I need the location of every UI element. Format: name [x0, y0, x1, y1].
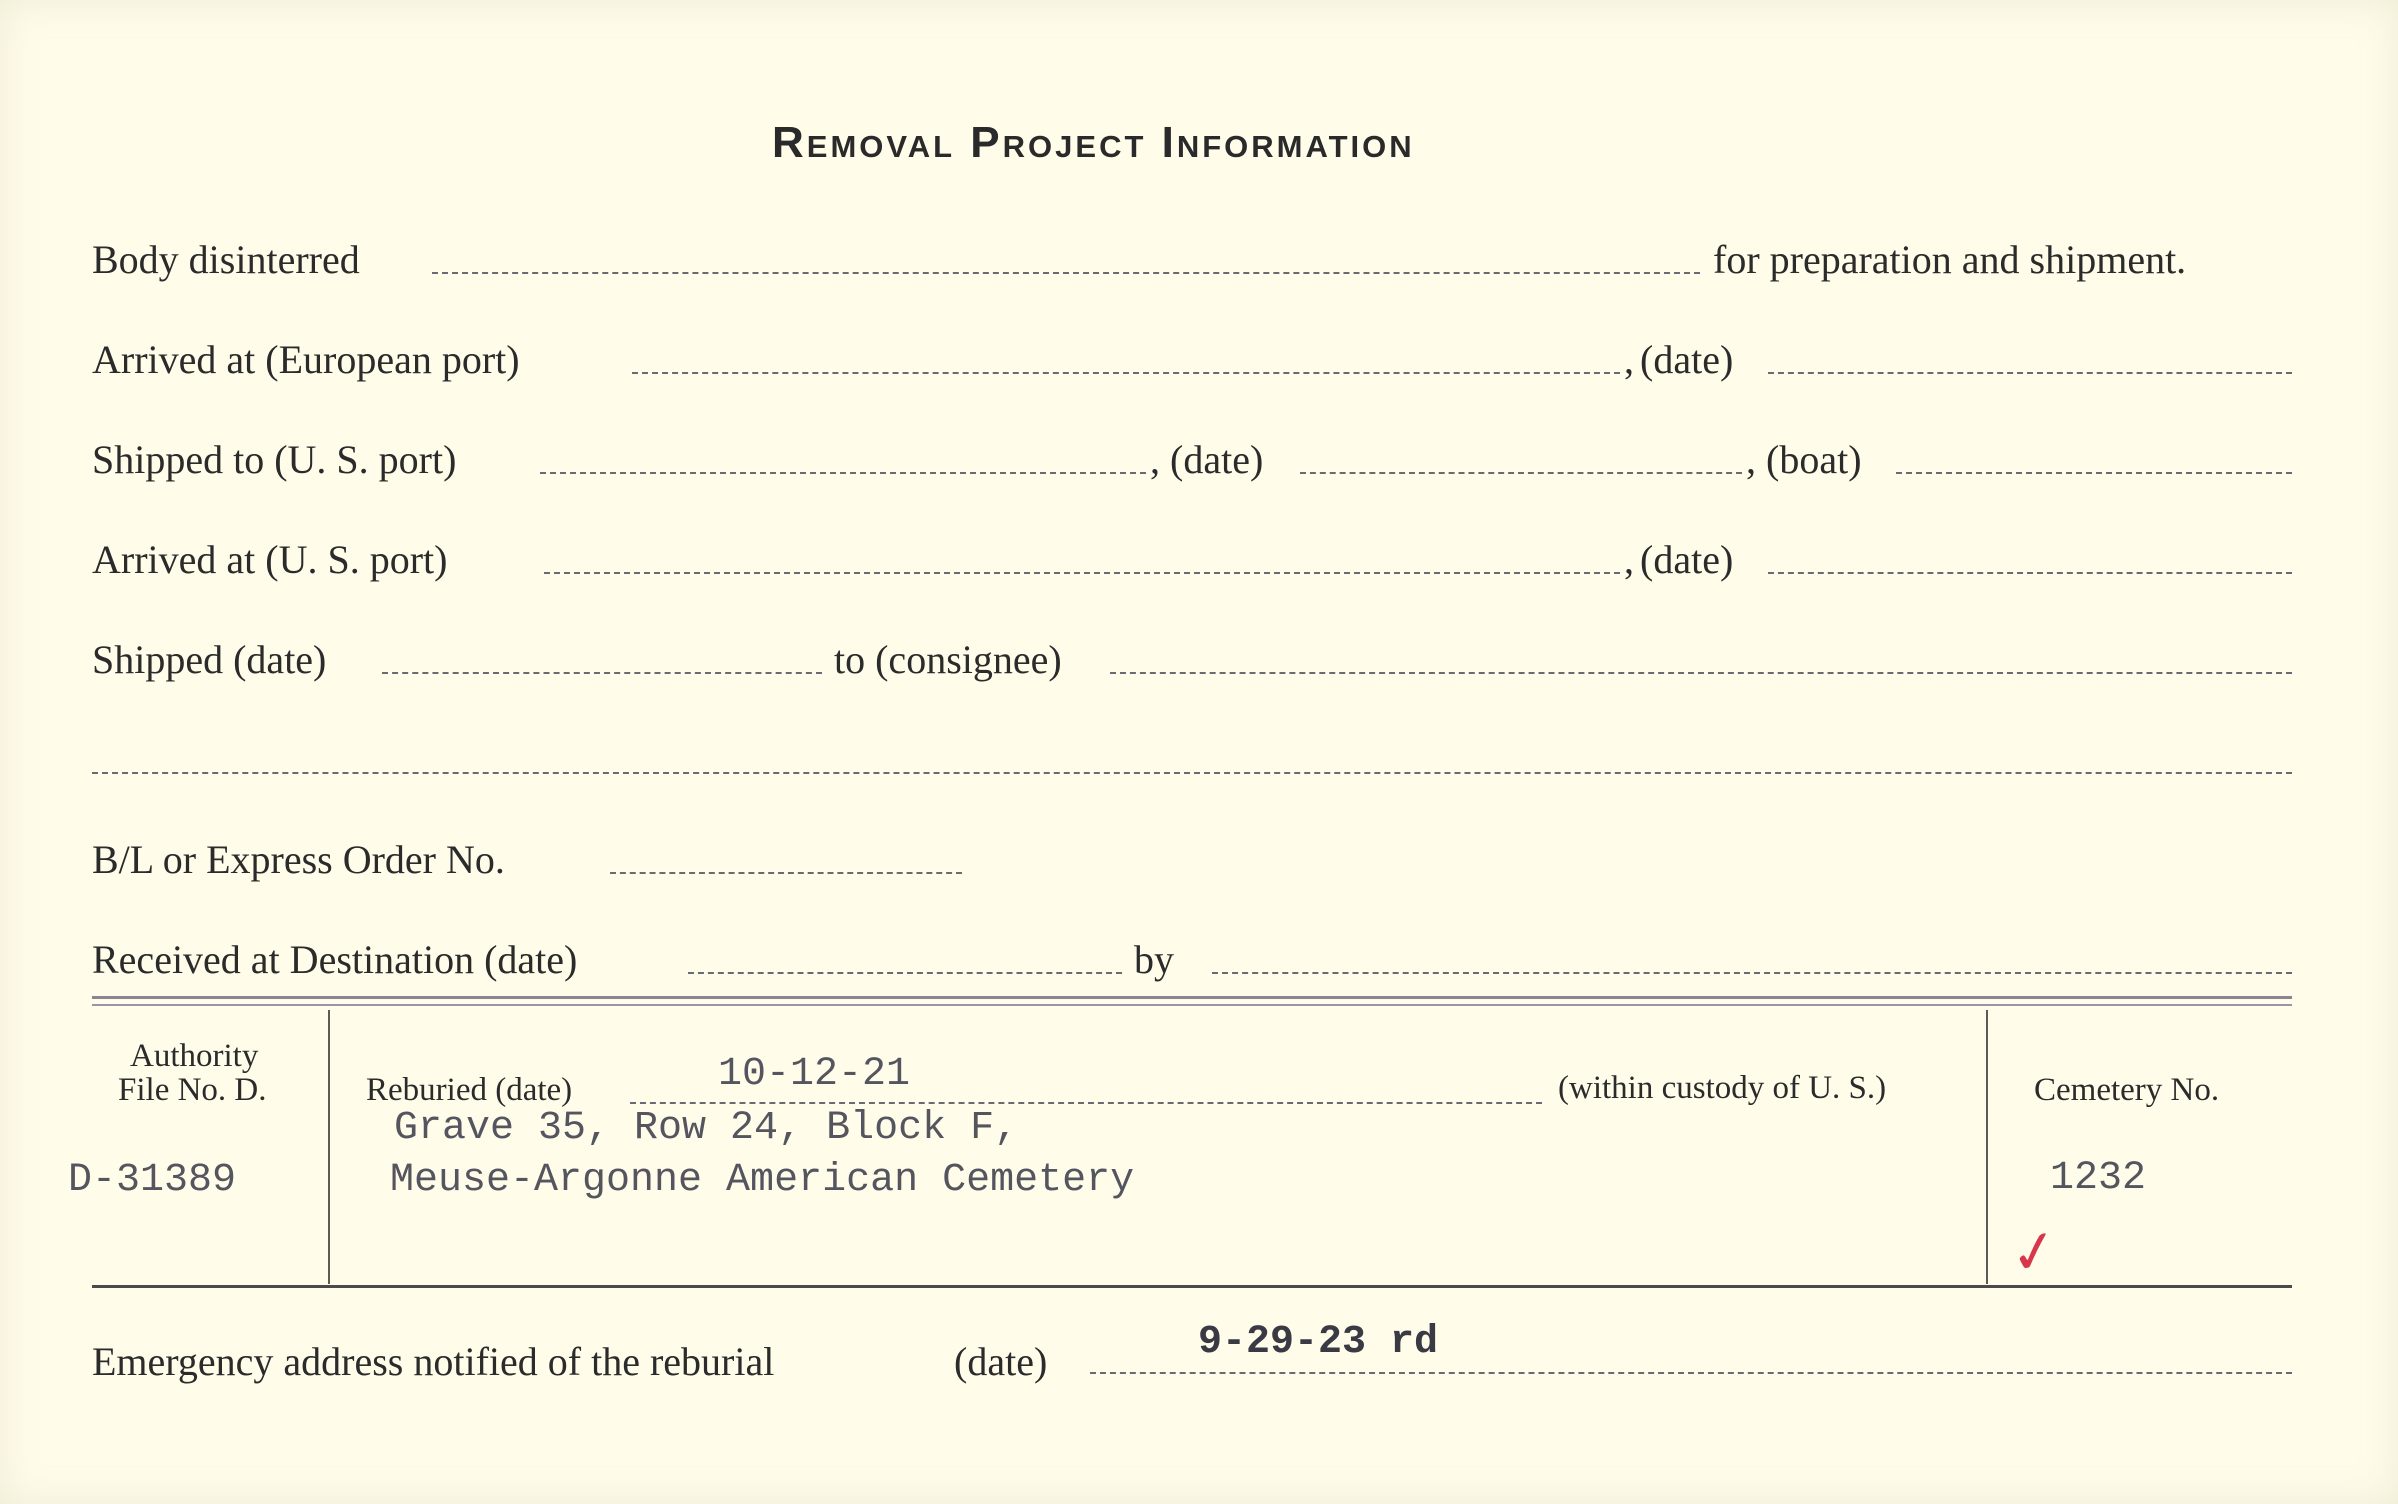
bl-order-blank [610, 872, 962, 874]
arrived-us-label: Arrived at (U. S. port) [92, 537, 448, 582]
received-by-blank [1212, 972, 2292, 974]
received-date-blank [688, 972, 1122, 974]
reburied-date-value: 10-12-21 [718, 1052, 911, 1097]
cemetery-number-value: 1232 [2050, 1156, 2147, 1201]
emergency-date-label: (date) [954, 1339, 1048, 1384]
shipped-date-row-label: Shipped (date) [92, 637, 327, 682]
arrived-us-date-blank [1768, 572, 2292, 574]
file-no-label: File No. D. [118, 1072, 267, 1108]
body-disinterred-blank [432, 272, 1700, 274]
shipped-row-date-blank [382, 672, 822, 674]
table-divider-right [1986, 1010, 1988, 1284]
emergency-date-value: 9-29-23 rd [1198, 1320, 1439, 1365]
emergency-date-blank [1090, 1372, 2292, 1374]
authority-label: Authority [130, 1038, 259, 1074]
boat-blank [1896, 472, 2292, 474]
received-label: Received at Destination (date) [92, 937, 578, 982]
preparation-label: for preparation and shipment. [1713, 237, 2187, 282]
body-disinterred-label: Body disinterred [92, 237, 360, 282]
reburied-label: Reburied (date) [366, 1072, 573, 1108]
us-port-blank [540, 472, 1146, 474]
european-date-label: (date) [1640, 337, 1734, 382]
reburied-date-blank [630, 1102, 1542, 1104]
bl-order-label: B/L or Express Order No. [92, 837, 505, 882]
file-number-value: D-31389 [68, 1158, 237, 1203]
card-title: Removal Project Information [772, 118, 1415, 167]
shipped-to-us-label: Shipped to (U. S. port) [92, 437, 457, 482]
arrived-us-blank [544, 572, 1620, 574]
table-top-rule-inner [92, 1004, 2292, 1006]
by-label: by [1134, 937, 1174, 982]
custody-label: (within custody of U. S.) [1558, 1070, 1887, 1106]
consignee-label: to (consignee) [834, 637, 1062, 682]
shipped-date-blank [1300, 472, 1742, 474]
consignee-continuation-blank [92, 772, 2292, 774]
record-card: Removal Project Information Body disinterred for preparation and shipment. Arrived at (European port) , (date) Shipped to (U. S. port) , (date) , (boat) Arrived at (U. S. port) , (date) Shipped (date) to (consignee) B/L or Express Order No. Received at Destination (date) by Authority File No. D. D-31389 Reburied (date) 10-12-21 (within custody of U. S.) Grave 35, Row 24, Block F, Meuse-Argonne American Cemetery Cemetery No. 1232 ✓ Emergency address notified of the reburial (date) 9-29-23 rd [0, 0, 2398, 1504]
cemetery-no-label: Cemetery No. [2034, 1072, 2220, 1108]
table-divider-left [328, 1010, 330, 1284]
european-date-blank [1768, 372, 2292, 374]
red-check-mark-icon: ✓ [2004, 1214, 2065, 1290]
table-top-rule [92, 996, 2292, 999]
grave-location-value: Grave 35, Row 24, Block F, [394, 1106, 1019, 1151]
shipped-date-label: (date) [1170, 437, 1264, 482]
emergency-label: Emergency address notified of the reburial [92, 1339, 775, 1384]
table-bottom-rule [92, 1285, 2292, 1288]
european-port-blank [632, 372, 1620, 374]
cemetery-name-value: Meuse-Argonne American Cemetery [390, 1158, 1135, 1203]
arrived-us-date-label: (date) [1640, 537, 1734, 582]
arrived-european-label: Arrived at (European port) [92, 337, 520, 382]
consignee-blank [1110, 672, 2292, 674]
boat-label: (boat) [1766, 437, 1862, 482]
